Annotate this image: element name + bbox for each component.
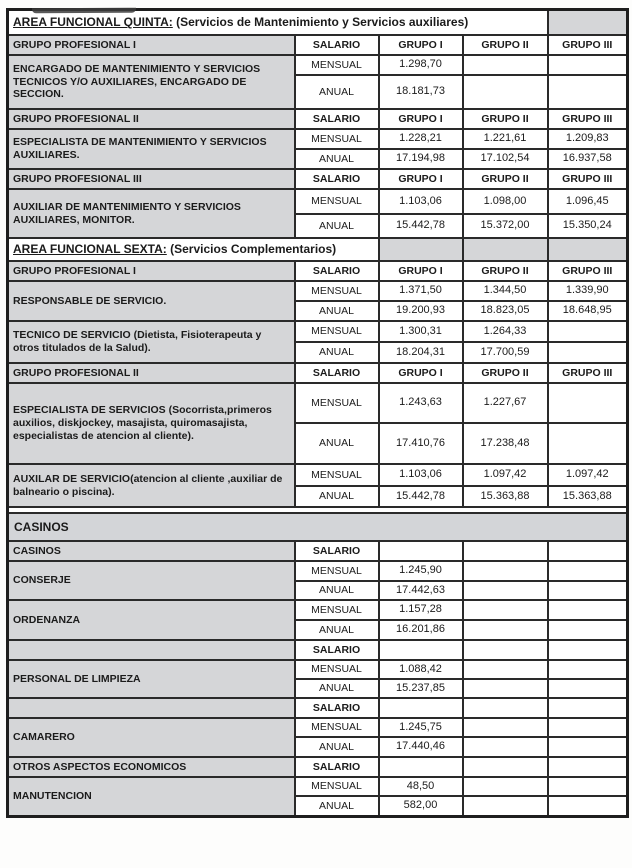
salary-value: 19.200,93	[379, 301, 463, 321]
empty-cell	[548, 777, 628, 796]
salary-value: 15.442,78	[379, 486, 463, 507]
salary-type-label: MENSUAL	[295, 600, 379, 620]
column-header-salario: SALARIO	[295, 169, 379, 189]
salary-value: 1.245,75	[379, 718, 463, 737]
salary-value: 1.088,42	[379, 660, 463, 679]
empty-cell	[463, 698, 548, 718]
column-header-grupo1: GRUPO I	[379, 261, 463, 281]
salary-type-label: ANUAL	[295, 737, 379, 757]
group-header-row	[8, 261, 628, 281]
empty-cell	[548, 561, 628, 581]
salario-divider-row	[8, 698, 628, 718]
salary-value	[463, 75, 548, 109]
salary-value: 1.096,45	[548, 189, 628, 214]
column-header-salario: SALARIO	[295, 363, 379, 383]
empty-cell	[379, 541, 463, 561]
salary-value: 18.204,31	[379, 342, 463, 363]
salary-value: 1.097,42	[548, 464, 628, 486]
empty-cell	[463, 777, 548, 796]
salary-value: 1.264,33	[463, 321, 548, 342]
salary-value: 17.194,98	[379, 149, 463, 169]
empty-cell	[548, 796, 628, 817]
empty-cell	[548, 737, 628, 757]
column-header-salario: SALARIO	[295, 541, 379, 561]
salary-value: 1.103,06	[379, 189, 463, 214]
column-header-grupo1: GRUPO I	[379, 169, 463, 189]
job-desc: ESPECIALISTA DE MANTENIMIENTO Y SERVICIOS AUXILIARES.	[8, 129, 295, 169]
column-header-grupo2: GRUPO II	[463, 35, 548, 55]
empty-cell	[379, 757, 463, 777]
group-header-row	[8, 169, 628, 189]
job-row-mensual	[8, 189, 628, 214]
salary-type-label: ANUAL	[295, 149, 379, 169]
salary-value: 15.350,24	[548, 214, 628, 238]
salary-type-label: ANUAL	[295, 423, 379, 464]
salary-type-label: ANUAL	[295, 581, 379, 600]
column-header-grupo1: GRUPO I	[379, 363, 463, 383]
column-header-grupo2: GRUPO II	[463, 363, 548, 383]
job-row-mensual	[8, 129, 628, 149]
scanned-salary-table-page	[0, 8, 632, 868]
empty-cell	[548, 10, 628, 36]
column-header-grupo3: GRUPO III	[548, 109, 628, 129]
empty-cell	[463, 796, 548, 817]
empty-cell	[463, 660, 548, 679]
salary-type-label: ANUAL	[295, 75, 379, 109]
job-row-mensual	[8, 600, 628, 620]
salary-value: 15.363,88	[548, 486, 628, 507]
salary-type-label: ANUAL	[295, 679, 379, 698]
job-row-mensual	[8, 464, 628, 486]
section-sexta-title-cell	[8, 238, 379, 261]
section-quinta-title-row	[8, 10, 628, 36]
salary-type-label: MENSUAL	[295, 660, 379, 679]
empty-cell	[548, 238, 628, 261]
group-header-row	[8, 363, 628, 383]
column-header-grupo2: GRUPO II	[463, 261, 548, 281]
salario-label: SALARIO	[295, 698, 379, 718]
salary-type-label: ANUAL	[295, 301, 379, 321]
section-sexta-title-row	[8, 238, 628, 261]
empty-cell	[548, 757, 628, 777]
salary-type-label: MENSUAL	[295, 321, 379, 342]
job-desc: CONSERJE	[8, 561, 295, 600]
column-header-salario: SALARIO	[295, 757, 379, 777]
salary-value: 1.103,06	[379, 464, 463, 486]
job-desc: PERSONAL DE LIMPIEZA	[8, 660, 295, 698]
empty-cell	[548, 600, 628, 620]
salary-value: 1.339,90	[548, 281, 628, 301]
section-quinta-title: AREA FUNCIONAL QUINTA:	[13, 15, 173, 30]
empty-cell	[379, 698, 463, 718]
salary-type-label: ANUAL	[295, 796, 379, 817]
empty-cell	[463, 620, 548, 640]
empty-cell	[8, 698, 295, 718]
salary-value: 17.442,63	[379, 581, 463, 600]
column-header-grupo2: GRUPO II	[463, 169, 548, 189]
salary-type-label: MENSUAL	[295, 383, 379, 423]
empty-cell	[379, 640, 463, 660]
column-header-grupo1: GRUPO I	[379, 109, 463, 129]
salary-type-label: ANUAL	[295, 620, 379, 640]
column-header-grupo2: GRUPO II	[463, 109, 548, 129]
salary-type-label: ANUAL	[295, 342, 379, 363]
empty-cell	[463, 679, 548, 698]
job-row-mensual	[8, 777, 628, 796]
salary-value: 1.098,00	[463, 189, 548, 214]
salary-value: 1.157,28	[379, 600, 463, 620]
salary-value	[548, 321, 628, 342]
column-header-salario: SALARIO	[295, 109, 379, 129]
job-row-mensual	[8, 561, 628, 581]
casinos-row-header: CASINOS	[8, 541, 295, 561]
salary-type-label: ANUAL	[295, 214, 379, 238]
job-desc: ORDENANZA	[8, 600, 295, 640]
job-row-mensual	[8, 660, 628, 679]
salary-value	[548, 75, 628, 109]
empty-cell	[463, 238, 548, 261]
salary-value: 17.700,59	[463, 342, 548, 363]
job-desc: AUXILIAR DE MANTENIMIENTO Y SERVICIOS AUXILIARES, MONITOR.	[8, 189, 295, 238]
salary-value: 18.823,05	[463, 301, 548, 321]
salary-value: 17.102,54	[463, 149, 548, 169]
salary-value: 15.372,00	[463, 214, 548, 238]
salary-value	[548, 342, 628, 363]
empty-cell	[463, 561, 548, 581]
empty-cell	[548, 679, 628, 698]
empty-cell	[548, 620, 628, 640]
group-name: GRUPO PROFESIONAL II	[8, 363, 295, 383]
salary-value: 16.937,58	[548, 149, 628, 169]
job-desc: RESPONSABLE DE SERVICIO.	[8, 281, 295, 321]
salary-value: 1.221,61	[463, 129, 548, 149]
column-header-salario: SALARIO	[295, 35, 379, 55]
salary-table	[6, 8, 629, 818]
empty-cell	[548, 640, 628, 660]
salary-value: 16.201,86	[379, 620, 463, 640]
column-header-salario: SALARIO	[295, 261, 379, 281]
group-name: GRUPO PROFESIONAL I	[8, 35, 295, 55]
salary-value: 1.245,90	[379, 561, 463, 581]
job-row-mensual	[8, 321, 628, 342]
job-desc: AUXILAR DE SERVICIO(atencion al cliente ,auxiliar de balneario o piscina).	[8, 464, 295, 507]
salario-label: SALARIO	[295, 640, 379, 660]
casinos-band: CASINOS	[8, 513, 628, 541]
salary-value: 582,00	[379, 796, 463, 817]
job-desc: ESPECIALISTA DE SERVICIOS (Socorrista,primeros auxilios, diskjockey, masajista, quiromasajista, especialistas de atencion al cliente).	[8, 383, 295, 464]
empty-cell	[548, 718, 628, 737]
empty-cell	[8, 640, 295, 660]
empty-cell	[463, 581, 548, 600]
empty-cell	[548, 698, 628, 718]
otros-row-header: OTROS ASPECTOS ECONOMICOS	[8, 757, 295, 777]
empty-cell	[548, 541, 628, 561]
salary-type-label: MENSUAL	[295, 561, 379, 581]
salary-value	[463, 55, 548, 75]
salary-type-label: MENSUAL	[295, 129, 379, 149]
job-desc: ENCARGADO DE MANTENIMIENTO Y SERVICIOS TECNICOS Y/O AUXILIARES, ENCARGADO DE SECCION.	[8, 55, 295, 109]
section-sexta-subtitle: (Servicios Complementarios)	[170, 242, 337, 257]
job-row-mensual	[8, 281, 628, 301]
salary-type-label: MENSUAL	[295, 189, 379, 214]
group-name: GRUPO PROFESIONAL III	[8, 169, 295, 189]
group-header-row	[8, 35, 628, 55]
empty-cell	[548, 581, 628, 600]
salary-type-label: MENSUAL	[295, 281, 379, 301]
empty-cell	[379, 238, 463, 261]
salary-type-label: MENSUAL	[295, 777, 379, 796]
salary-value: 1.209,83	[548, 129, 628, 149]
salary-type-label: MENSUAL	[295, 718, 379, 737]
group-header-row	[8, 109, 628, 129]
salary-value: 18.181,73	[379, 75, 463, 109]
empty-cell	[463, 600, 548, 620]
group-name: GRUPO PROFESIONAL I	[8, 261, 295, 281]
salary-type-label: ANUAL	[295, 486, 379, 507]
salary-value: 15.442,78	[379, 214, 463, 238]
section-sexta-title: AREA FUNCIONAL SEXTA:	[13, 242, 167, 257]
salary-value: 1.097,42	[463, 464, 548, 486]
section-quinta-title-cell	[8, 10, 548, 36]
salary-value: 1.228,21	[379, 129, 463, 149]
job-row-mensual	[8, 55, 628, 75]
group-name: GRUPO PROFESIONAL II	[8, 109, 295, 129]
empty-cell	[548, 660, 628, 679]
salary-value: 17.238,48	[463, 423, 548, 464]
salary-value: 17.440,46	[379, 737, 463, 757]
salary-value: 48,50	[379, 777, 463, 796]
salary-value	[548, 383, 628, 423]
salary-value: 15.237,85	[379, 679, 463, 698]
column-header-grupo1: GRUPO I	[379, 35, 463, 55]
scan-artifact-smudge	[32, 8, 136, 14]
empty-cell	[463, 541, 548, 561]
job-desc: TECNICO DE SERVICIO (Dietista, Fisioterapeuta y otros titulados de la Salud).	[8, 321, 295, 363]
salary-value: 1.344,50	[463, 281, 548, 301]
job-desc: MANUTENCION	[8, 777, 295, 817]
salary-value: 15.363,88	[463, 486, 548, 507]
column-header-grupo3: GRUPO III	[548, 35, 628, 55]
salary-value: 18.648,95	[548, 301, 628, 321]
salary-type-label: MENSUAL	[295, 464, 379, 486]
job-desc: CAMARERO	[8, 718, 295, 757]
salary-value	[548, 423, 628, 464]
column-header-grupo3: GRUPO III	[548, 169, 628, 189]
empty-cell	[463, 737, 548, 757]
empty-cell	[463, 718, 548, 737]
otros-header-row	[8, 757, 628, 777]
salary-value: 1.227,67	[463, 383, 548, 423]
salary-value: 1.298,70	[379, 55, 463, 75]
empty-cell	[463, 757, 548, 777]
salary-value: 1.300,31	[379, 321, 463, 342]
job-row-mensual	[8, 718, 628, 737]
salary-value: 1.243,63	[379, 383, 463, 423]
empty-cell	[463, 640, 548, 660]
casinos-band-row	[8, 513, 628, 541]
column-header-grupo3: GRUPO III	[548, 363, 628, 383]
salary-value: 17.410,76	[379, 423, 463, 464]
salary-value	[548, 55, 628, 75]
casinos-header-row	[8, 541, 628, 561]
salario-divider-row	[8, 640, 628, 660]
salary-value: 1.371,50	[379, 281, 463, 301]
section-quinta-subtitle: (Servicios de Mantenimiento y Servicios auxiliares)	[176, 15, 469, 30]
job-row-mensual	[8, 383, 628, 423]
column-header-grupo3: GRUPO III	[548, 261, 628, 281]
salary-type-label: MENSUAL	[295, 55, 379, 75]
